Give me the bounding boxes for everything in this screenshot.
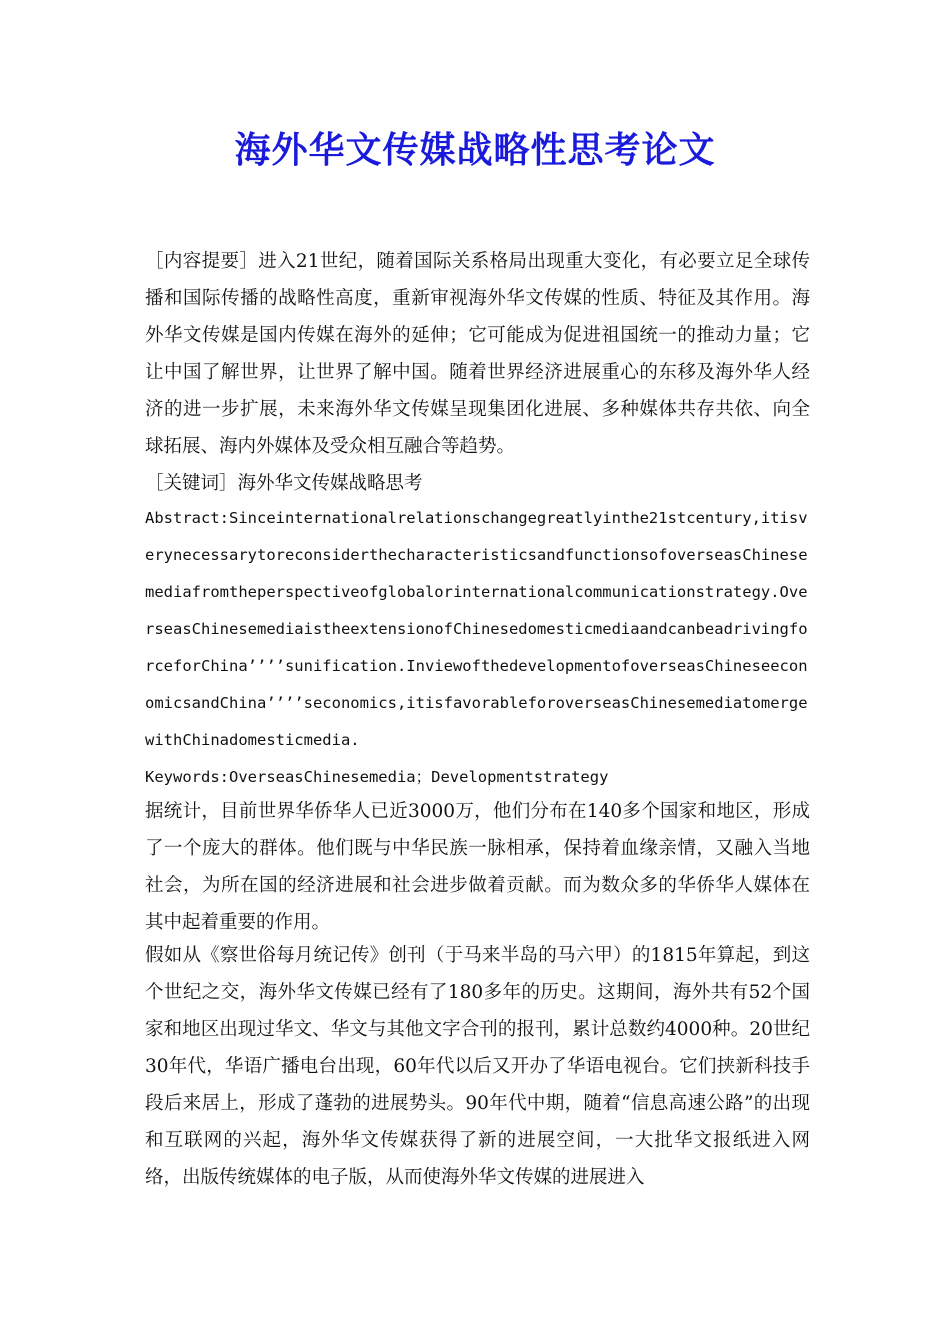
abstract-en-text: Abstract:Sinceinternationalrelationschangegreatlyinthe21stcentury,itisverynecessarytoreconsiderthecharacteristicsandfunctionsofoverseasChinesemediafromtheperspectiveofglobalorinternationalcommunicationstrategy.OverseasChinesemediaistheextensionofChinesedomesticmediaandcanbeadrivingforceforChina’’’’sunification.InviewofthedevelopmentofoverseasChineseeconomicsandChina’’’’seconomics,itisfavorableforoverseasChinesemediatomergewithChinadomesticmedia.	[145, 509, 808, 749]
abstract-cn	[145, 243, 810, 465]
keywords-cn	[145, 465, 810, 502]
keywords-en	[145, 759, 810, 796]
keywords-en-text: Keywords:OverseasChinesemedia；Developmentstrategy	[145, 768, 609, 786]
paragraph-1	[145, 793, 810, 941]
document-title: 海外华文传媒战略性思考论文	[234, 130, 716, 171]
paragraph-2	[145, 937, 810, 1196]
paragraph-1-text: 据统计，目前世界华侨华人已近3000万，他们分布在140多个国家和地区，形成了一个庞大的群体。他们既与中华民族一脉相承，保持着血缘亲情，又融入当地社会，为所在国的经济进展和社会进步做着贡献。而为数众多的华侨华人媒体在其中起着重要的作用。	[145, 801, 810, 933]
abstract-en	[145, 500, 810, 759]
abstract-cn-text: ［内容提要］进入21世纪，随着国际关系格局出现重大变化，有必要立足全球传播和国际传播的战略性高度，重新审视海外华文传媒的性质、特征及其作用。海外华文传媒是国内传媒在海外的延伸；它可能成为促进祖国统一的推动力量；它让中国了解世界，让世界了解中国。随着世界经济进展重心的东移及海外华人经济的进一步扩展，未来海外华文传媒呈现集团化进展、多种媒体共存共依、向全球拓展、海内外媒体及受众相互融合等趋势。	[145, 251, 810, 457]
paragraph-2-text: 假如从《察世俗每月统记传》创刊（于马来半岛的马六甲）的1815年算起，到这个世纪之交，海外华文传媒已经有了180多年的历史。这期间，海外共有52个国家和地区出现过华文、华文与其他文字合刊的报刊，累计总数约4000种。20世纪30年代，华语广播电台出现，60年代以后又开办了华语电视台。它们挟新科技手段后来居上，形成了蓬勃的进展势头。90年代中期，随着“信息高速公路”的出现和互联网的兴起，海外华文传媒获得了新的进展空间，一大批华文报纸进入网络，出版传统媒体的电子版，从而使海外华文传媒的进展进入	[145, 945, 810, 1188]
keywords-cn-text: ［关键词］海外华文传媒战略思考	[145, 473, 423, 494]
